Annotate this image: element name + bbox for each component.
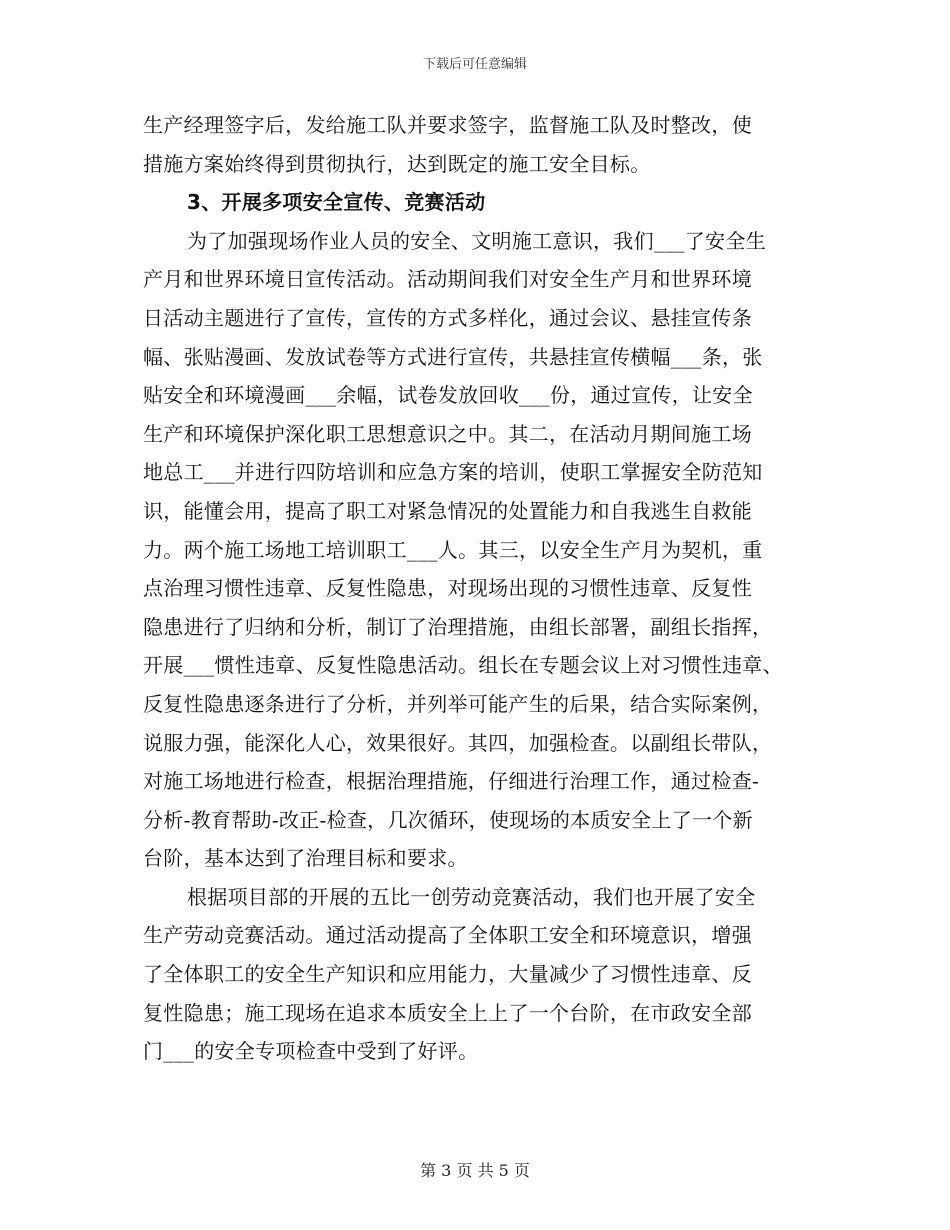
page-footer: 第 3 页 共 5 页 (420, 1161, 530, 1180)
paragraph-line: 产月和世界环境日宣传活动。活动期间我们对安全生产月和世界环境 (143, 267, 752, 292)
paragraph-line: 开展___惯性违章、反复性隐患活动。组长在专题会议上对习惯性违章、 (143, 653, 783, 678)
paragraph-line: 识，能懂会用，提高了职工对紧急情况的处置能力和自我逃生自救能 (143, 498, 752, 523)
paragraph-line: 措施方案始终得到贯彻执行，达到既定的施工安全目标。 (143, 151, 651, 176)
paragraph-line: 对施工场地进行检查，根据治理措施，仔细进行治理工作，通过检查- (143, 769, 760, 794)
paragraph-line: 幅、张贴漫画、发放试卷等方式进行宣传，共悬挂宣传横幅___条，张 (143, 344, 763, 369)
paragraph-line: 生产经理签字后，发给施工队并要求签字，监督施工队及时整改，使 (143, 113, 752, 137)
section-heading: 3、开展多项安全宣传、竞赛活动 (187, 190, 486, 215)
paragraph-line: 根据项目部的开展的五比一创劳动竞赛活动，我们也开展了安全 (187, 884, 756, 909)
page-header: 下载后可任意编辑 (422, 57, 527, 72)
paragraph-line: 贴安全和环境漫画___余幅，试卷发放回收___份，通过宣传，让安全 (143, 383, 753, 408)
document-body (143, 106, 813, 1071)
paragraph-line: 分析-教育帮助-改正-检查，几次循环，使现场的本质安全上了一个新 (143, 807, 753, 832)
paragraph-line: 为了加强现场作业人员的安全、文明施工意识，我们___了安全生 (187, 228, 766, 253)
paragraph-line: 说服力强，能深化人心，效果很好。其四，加强检查。以副组长带队， (143, 730, 773, 755)
paragraph-line: 点治理习惯性违章、反复性隐患，对现场出现的习惯性违章、反复性 (143, 576, 752, 601)
paragraph-line: 反复性隐患逐条进行了分析，并列举可能产生的后果，结合实际案例， (143, 691, 773, 716)
paragraph-line: 日活动主题进行了宣传，宣传的方式多样化，通过会议、悬挂宣传条 (143, 305, 752, 330)
paragraph-line: 力。两个施工场地工培训职工___人。其三，以安全生产月为契机，重 (143, 537, 763, 562)
paragraph-line: 地总工___并进行四防培训和应急方案的培训，使职工掌握安全防范知 (143, 460, 763, 485)
paragraph-line: 了全体职工的安全生产知识和应用能力，大量减少了习惯性违章、反 (143, 962, 752, 987)
paragraph-line: 生产劳动竞赛活动。通过活动提高了全体职工安全和环境意识，增强 (143, 923, 752, 948)
paragraph-line: 台阶，基本达到了治理目标和要求。 (143, 846, 468, 871)
paragraph-line: 门___的安全专项检查中受到了好评。 (143, 1039, 479, 1064)
paragraph-line: 生产和环境保护深化职工思想意识之中。其二，在活动月期间施工场 (143, 421, 752, 446)
paragraph-line: 复性隐患；施工现场在追求本质安全上上了一个台阶，在市政安全部 (143, 1000, 752, 1025)
paragraph-line: 隐患进行了归纳和分析，制订了治理措施，由组长部署，副组长指挥， (143, 614, 773, 639)
